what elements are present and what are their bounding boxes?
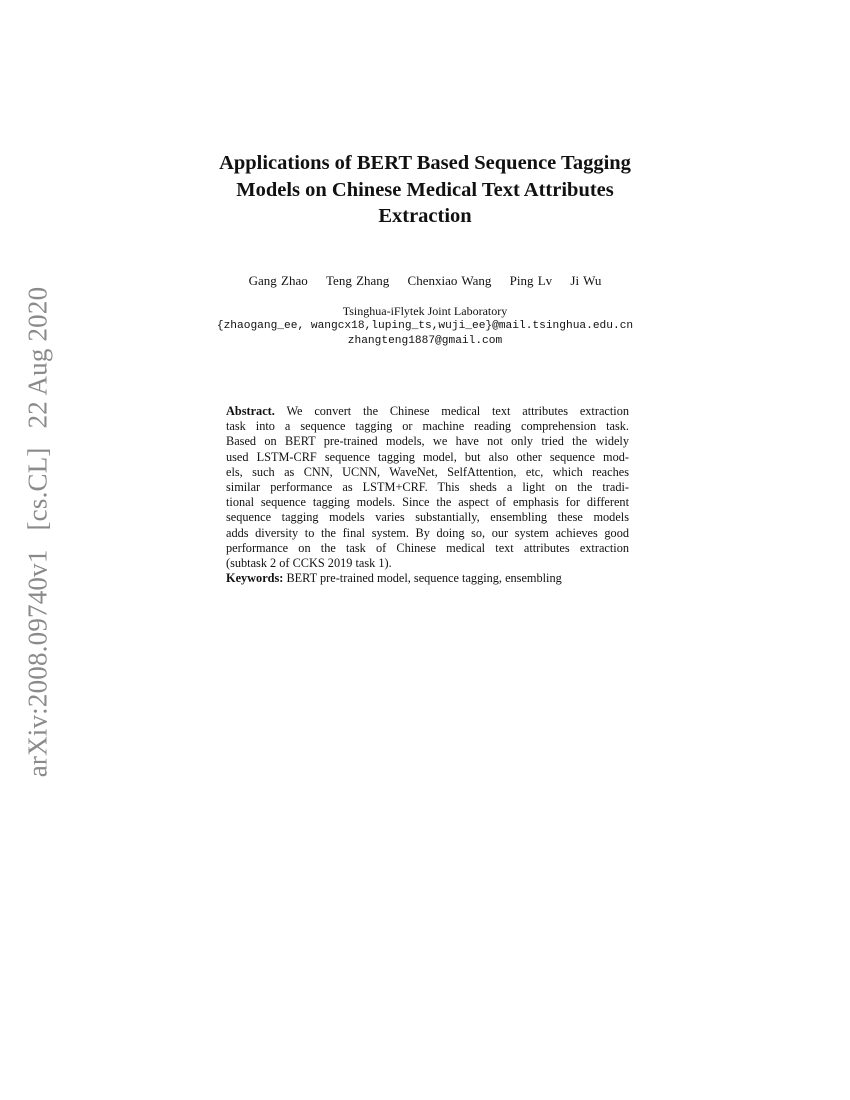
abstract-line: task into a sequence tagging or machine reading comprehension task. [226,419,629,434]
affiliation-block [0,304,850,349]
abstract-line: used LSTM-CRF sequence tagging model, but also other sequence mod- [226,449,629,464]
abstract-line: (subtask 2 of CCKS 2019 task 1). [226,556,392,571]
affiliation: Tsinghua-iFlytek Joint Laboratory [342,304,508,318]
abstract-line: els, such as CNN, UCNN, WaveNet, SelfAttention, etc, which reaches [226,464,629,479]
abstract-line: sequence tagging models varies substantially, ensembling these models [226,510,629,525]
author: Gang Zhao [248,273,308,288]
keywords-label: Keywords: [226,571,284,586]
abstract-line [226,404,629,419]
author: Ji Wu [570,273,602,288]
author: Teng Zhang [326,273,390,288]
author-list [0,273,850,289]
author: Chenxiao Wang [407,273,492,288]
abstract-line: adds diversity to the final system. By doing so, our system achieves good [226,525,629,540]
keywords-text: BERT pre-trained model, sequence tagging, ensembling [286,571,562,586]
title-line: Models on Chinese Medical Text Attributes [236,178,614,201]
arxiv-category: [cs.CL] [22,447,53,531]
title-line: Extraction [378,205,472,227]
arxiv-stamp [23,281,54,784]
abstract-line: tional sequence tagging models. Since the aspect of emphasis for different [226,495,629,510]
arxiv-id: arXiv:2008.09740v1 [22,549,53,778]
abstract-label: Abstract. [226,404,275,418]
abstract-text: We convert the Chinese medical text attributes extraction [286,404,629,418]
abstract-line: performance on the task of Chinese medical text attributes extraction [226,540,629,555]
abstract-line: Based on BERT pre-trained models, we have not only tried the widely [226,434,629,449]
paper-title [0,150,850,230]
abstract-line: similar performance as LSTM+CRF. This sheds a light on the tradi- [226,480,629,495]
author: Ping Lv [509,273,553,288]
arxiv-date: 22 Aug 2020 [22,286,53,429]
title-line: Applications of BERT Based Sequence Tagging [219,152,631,174]
email: {zhaogang_ee, wangcx18,luping_ts,wuji_ee}@mail.tsinghua.edu.cn [216,320,634,332]
abstract [226,404,629,586]
keywords [226,571,629,586]
email: zhangteng1887@gmail.com [347,335,503,347]
